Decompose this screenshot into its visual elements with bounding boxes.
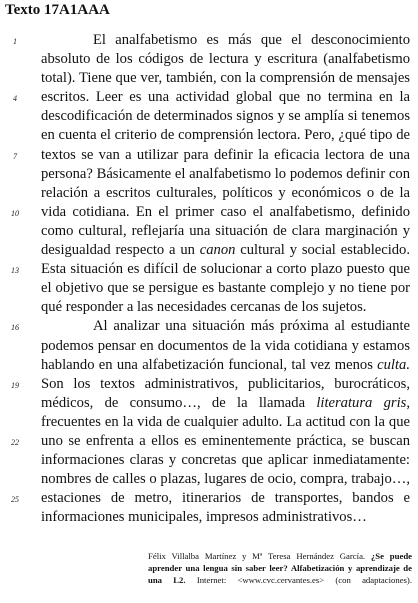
text-segment: hablando en una alfabetización funcional, tal vez menos	[41, 356, 378, 373]
text-segment: cultural y social establecido.	[235, 242, 410, 259]
line-number: 7	[13, 151, 17, 161]
text-segment: absoluto de los códigos de lectura y escritura (analfabetismo	[41, 51, 410, 68]
line-number: 4	[13, 94, 17, 104]
text-segment: podemos pensar en documentos de la vida cotidiana y estamos	[41, 337, 410, 354]
line-text	[41, 508, 410, 527]
passage-line	[0, 203, 418, 222]
line-text	[41, 184, 410, 203]
line-number: 16	[11, 323, 19, 333]
passage-line	[0, 337, 418, 356]
line-text	[41, 107, 410, 126]
passage-line	[0, 451, 418, 470]
passage-line	[0, 432, 418, 451]
line-text	[41, 165, 410, 184]
passage-line	[0, 88, 418, 107]
text-segment: El analfabetismo es más que el desconocimiento	[93, 32, 410, 48]
line-text	[93, 317, 410, 336]
passage-line	[0, 184, 418, 203]
line-text	[41, 88, 410, 107]
passage-line	[0, 375, 418, 394]
line-text	[41, 260, 410, 279]
citation-work: ¿Se puede aprender una lengua sin saber leer? Alfabetización y aprendizaje de una L2.	[148, 551, 413, 585]
line-text	[41, 50, 410, 69]
text-segment: total). Tiene que ver, también, con la comprensión de mensajes	[41, 70, 410, 87]
passage-line	[0, 222, 418, 241]
passage-line	[0, 279, 418, 298]
line-text	[41, 241, 410, 260]
text-segment: en cuenta el criterio de comprensión lectora. Pero, ¿qué tipo de	[41, 127, 410, 144]
line-text	[41, 203, 410, 222]
text-segment: estaciones de metro, itinerarios de transportes, bandos e	[41, 490, 410, 507]
passage-line	[0, 317, 418, 336]
text-segment: ,	[406, 394, 410, 411]
text-segment: Al analizar una situación más próxima al estudiante	[93, 318, 410, 335]
text-title: Texto 17A1AAA	[5, 2, 110, 18]
text-segment: qué responder a las necesidades cercanas de los sujetos.	[41, 299, 367, 316]
line-text	[41, 126, 410, 145]
citation-source: Internet: <www.cvc.cervantes.es> (con adaptaciones).	[196, 575, 412, 585]
line-number: 10	[11, 208, 19, 218]
text-segment: informaciones municipales, impresos administrativos…	[41, 509, 367, 526]
line-text	[41, 489, 410, 508]
passage-line	[0, 356, 418, 375]
passage-line	[0, 508, 418, 527]
passage-line	[0, 298, 418, 317]
text-segment: relación a escritos culturales, políticos y económicos o de la	[41, 184, 410, 201]
line-text	[41, 222, 410, 241]
line-text	[41, 337, 410, 356]
line-text	[41, 451, 410, 470]
line-number: 22	[11, 437, 19, 447]
text-segment: nombres de calles o plazas, lugares de ocio, compra, trabajo…,	[41, 471, 410, 488]
passage-line	[0, 146, 418, 165]
passage-line	[0, 165, 418, 184]
line-number: 13	[11, 266, 19, 276]
passage-line	[0, 50, 418, 69]
passage-body	[0, 31, 418, 527]
citation	[148, 550, 412, 586]
passage-line	[0, 394, 418, 413]
text-segment: uno se enfrenta a ellos es eminentemente práctica, se buscan	[41, 432, 410, 449]
citation-authors: Félix Villalba Martínez y Mª Teresa Hernández García.	[148, 551, 366, 561]
line-text	[41, 413, 410, 432]
line-text	[41, 146, 410, 165]
line-text	[41, 470, 410, 489]
line-number: 19	[11, 380, 19, 390]
text-segment: Son los textos administrativos, publicitarios, burocráticos,	[41, 375, 410, 392]
line-text	[41, 394, 410, 413]
line-text	[41, 432, 410, 451]
passage-line	[0, 126, 418, 145]
passage-line	[0, 489, 418, 508]
italic-term: culta.	[377, 356, 410, 373]
line-text	[93, 31, 410, 50]
italic-term: literatura gris	[316, 394, 407, 411]
text-segment: Esta situación es difícil de solucionar a corto plazo puesto que	[41, 261, 410, 278]
text-segment: descodificación de determinados signos y se amplía si tenemos	[41, 108, 410, 125]
line-text	[41, 69, 410, 88]
line-text	[41, 356, 410, 375]
text-segment: vida cotidiana. En el primer caso el analfabetismo, definido	[41, 203, 410, 220]
text-segment: el objetivo que se persigue es bastante complejo y no tiene por	[41, 280, 410, 297]
italic-term: canon	[199, 242, 236, 259]
passage-line	[0, 470, 418, 489]
line-text	[41, 279, 410, 298]
text-segment: textos se van a utilizar para definir la eficacia lectora de una	[41, 146, 410, 163]
text-segment: médicos, de consumo…, de la llamada	[41, 394, 317, 411]
text-segment: persona? Básicamente el analfabetismo lo podemos definir con	[41, 165, 410, 182]
text-segment: escritos. Leer es una actividad global que no termina en la	[41, 89, 410, 106]
text-segment: frecuentes en la vida de cualquier adulto. La actitud con la que	[41, 413, 410, 430]
passage-line	[0, 413, 418, 432]
text-segment: como cultural, reflejaría una situación de clara marginación y	[41, 222, 410, 239]
line-text	[41, 298, 410, 317]
passage-line	[0, 31, 418, 50]
passage-line	[0, 69, 418, 88]
line-number: 25	[11, 495, 19, 505]
passage-line	[0, 260, 418, 279]
text-segment: informaciones claras y concretas que aplicar inmediatamente:	[41, 452, 410, 469]
line-number: 1	[13, 37, 17, 46]
text-segment: desigualdad respecto a un	[41, 242, 200, 259]
passage-line	[0, 107, 418, 126]
line-text	[41, 375, 410, 394]
passage-line	[0, 241, 418, 260]
